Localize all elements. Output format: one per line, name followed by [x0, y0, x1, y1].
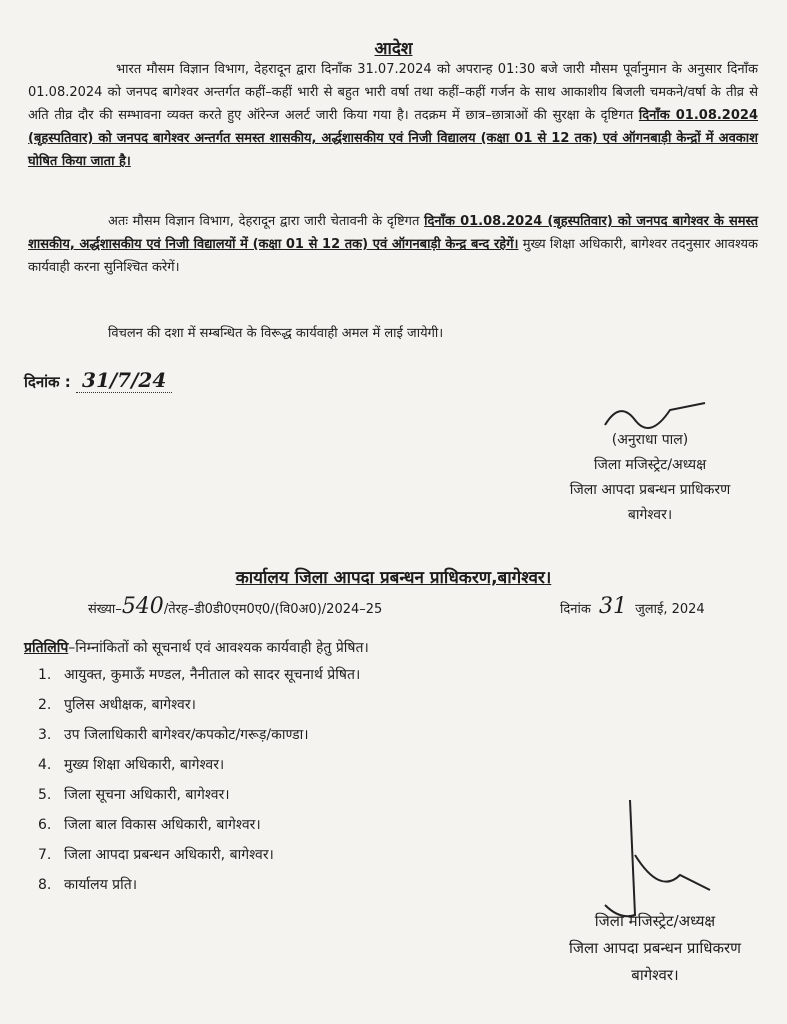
reference-label: संख्या– — [88, 602, 122, 617]
office-date-label: दिनांक — [560, 602, 591, 617]
signatory-designation: जिला मजिस्ट्रेट/अध्यक्ष — [593, 457, 707, 473]
copy-list — [38, 660, 360, 900]
reference-number-handwritten: 540 — [121, 594, 164, 619]
paragraph-2-tail: मुख्य शिक्षा अधिकारी, बागेश्वर तदनुसार आवश्यक कार्यवाही करना सुनिश्चित करेगें। — [28, 237, 758, 275]
office-date-day: 31 — [598, 594, 627, 619]
list-item-text: जिला आपदा प्रबन्धन अधिकारी, बागेश्वर। — [64, 847, 274, 863]
list-item-number: 8. — [38, 877, 52, 893]
reference-suffix: /तेरह–डी0डी0एम0ए0/(वि0अ0)/2024–25 — [163, 602, 383, 617]
list-item — [38, 720, 360, 750]
order-date — [24, 368, 172, 392]
list-item — [38, 870, 360, 900]
office-title: कार्यालय जिला आपदा प्रबन्धन प्राधिकरण,बागेश्वर। — [235, 568, 552, 588]
copy-text: –निम्नांकितों को सूचनार्थ एवं आवश्यक कार्यवाही हेतु प्रेषित। — [68, 640, 369, 656]
office-date — [560, 594, 705, 619]
order-title: आदेश — [374, 39, 413, 59]
list-item-text: जिला सूचना अधिकारी, बागेश्वर। — [64, 787, 230, 803]
copy-heading — [24, 638, 369, 657]
order-date-handwritten: 31/7/24 — [76, 368, 172, 393]
list-item-number: 4. — [38, 757, 52, 773]
list-item-number: 5. — [38, 787, 52, 803]
list-item — [38, 780, 360, 810]
list-item-number: 3. — [38, 727, 52, 743]
order-paragraph-3: विचलन की दशा में सम्बन्धित के विरूद्ध कार्यवाही अमल में लाई जायेगी। — [108, 326, 444, 341]
list-item-text: आयुक्त, कुमाऊँ मण्डल, नैनीताल को सादर सूचनार्थ प्रेषित। — [64, 667, 361, 683]
signatory-place: बागेश्वर। — [631, 966, 679, 984]
list-item — [38, 750, 360, 780]
list-item-text: पुलिस अधीक्षक, बागेश्वर। — [64, 697, 196, 713]
list-item — [38, 840, 360, 870]
paragraph-2-text: अतः मौसम विज्ञान विभाग, देहरादून द्वारा जारी चेतावनी के दृष्टिगत — [108, 214, 425, 229]
office-date-rest: जुलाई, 2024 — [635, 602, 705, 617]
list-item-text: कार्यालय प्रति। — [64, 877, 138, 893]
list-item-number: 1. — [38, 667, 52, 683]
order-paragraph-1 — [28, 58, 758, 173]
order-paragraph-2 — [28, 210, 758, 279]
signatory-authority: जिला आपदा प्रबन्धन प्राधिकरण — [569, 482, 731, 498]
copy-label: प्रतिलिपि — [24, 640, 69, 656]
signature-block-2 — [540, 908, 770, 989]
list-item — [38, 690, 360, 720]
signatory-name: (अनुराधा पाल) — [611, 432, 689, 448]
list-item-number: 6. — [38, 817, 52, 833]
list-item — [38, 810, 360, 840]
list-item-number: 7. — [38, 847, 52, 863]
list-item-number: 2. — [38, 697, 52, 713]
list-item-text: मुख्य शिक्षा अधिकारी, बागेश्वर। — [64, 757, 225, 773]
list-item-text: उप जिलाधिकारी बागेश्वर/कपकोट/गरूड़/काण्डा। — [64, 727, 309, 743]
list-item-text: जिला बाल विकास अधिकारी, बागेश्वर। — [64, 817, 261, 833]
reference-number — [88, 594, 382, 619]
signatory-place: बागेश्वर। — [627, 507, 673, 523]
paragraph-1-text: भारत मौसम विज्ञान विभाग, देहरादून द्वारा दिनाँक 31.07.2024 को अपरान्ह 01:30 बजे जारी मौसम पूर्वानुमान के अनुसार दिनाँक 01.08.2024 को जनपद बागेश्वर अन्तर्गत कहीं–कहीं भारी से बहुत भारी वर्षा तथा कहीं–कहीं गर्जन के साथ आकाशीय बिजली चमकने/वर्षा के तीव्र से अति तीव्र दौर की सम्भावना व्यक्त करते हुए ऑरेन्ज अलर्ट जारी किया गया है। तदक्रम में छात्र–छात्राओं की सुरक्षा के दृष्टिगत — [28, 62, 758, 123]
signatory-authority: जिला आपदा प्रबन्धन प्राधिकरण — [569, 939, 741, 957]
signature-block-1 — [540, 428, 760, 528]
list-item — [38, 660, 360, 690]
order-date-label: दिनांक : — [24, 373, 71, 391]
signatory-designation: जिला मजिस्ट्रेट/अध्यक्ष — [594, 912, 716, 930]
paragraph-1-highlight: दिनाँक 01.08.2024 (बृहस्पतिवार) को जनपद बागेश्वर अन्तर्गत समस्त शासकीय, अर्द्धशासकीय एवं निजी विद्यालय (कक्षा 01 से 12 तक) एवं ऑगनबाड़ी केन्द्रों में अवकाश घोषित किया जाता है। — [28, 108, 758, 169]
paragraph-2-highlight: दिनाँक 01.08.2024 (बृहस्पतिवार) को जनपद बागेश्वर के समस्त शासकीय, अर्द्धशासकीय एवं निजी विद्यालयों में (कक्षा 01 से 12 तक) एवं ऑगनबाड़ी केन्द्र बन्द रहेगें। — [28, 214, 758, 252]
